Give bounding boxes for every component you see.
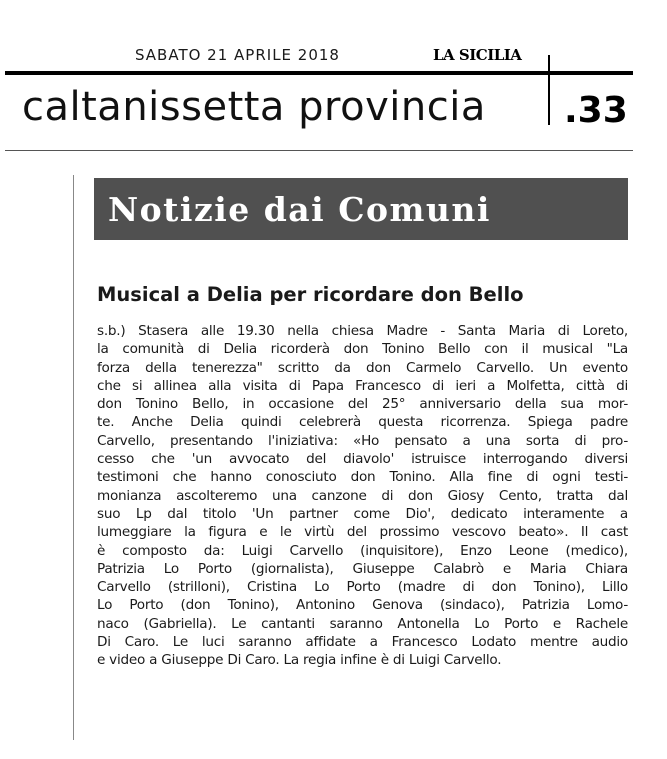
page-header: [0, 0, 667, 160]
article-line: suo Lp dal titolo 'Un partner come Dio', dedicato interamente a: [97, 505, 628, 522]
article-line: te. Anche Delia quindi celebrerà questa ricorrenza. Spiega padre: [97, 414, 628, 431]
section-title: caltanissetta provincia: [22, 84, 486, 130]
banner-title: Notizie dai Comuni: [108, 189, 491, 229]
article-line: che si allinea alla visita di Papa Francesco di ieri a Molfetta, città di: [97, 377, 628, 394]
article-line: forza della tenerezza" scritto da don Carmelo Carvello. Un evento: [97, 359, 628, 376]
article-headline: Musical a Delia per ricordare don Bello: [97, 283, 524, 306]
article-line: don Tonino Bello, in occasione del 25° anniversario della sua mor-: [97, 396, 628, 413]
header-divider: [548, 55, 550, 125]
article-line: lumeggiare la figura e le virtù del prossimo vescovo beato». Il cast: [97, 524, 628, 541]
article-line: la comunità di Delia ricorderà don Tonino Bello con il musical "La: [97, 341, 628, 358]
header-rule: [5, 71, 633, 75]
article-line: Di Caro. Le luci saranno affidate a Francesco Lodato mentre audio: [97, 634, 628, 651]
article-line: Lo Porto (don Tonino), Antonino Genova (sindaco), Patrizia Lomo-: [97, 597, 628, 614]
issue-date: SABATO 21 APRILE 2018: [135, 46, 340, 64]
newspaper-masthead: LA SICILIA: [433, 46, 522, 64]
header-bottom-rule: [5, 150, 633, 151]
article-line: e video a Giuseppe Di Caro. La regia infine è di Luigi Carvello.: [97, 652, 502, 669]
article-line: Patrizia Lo Porto (giornalista), Giuseppe Calabrò e Maria Chiara: [97, 560, 628, 577]
article-frame-line: [73, 175, 74, 740]
article-line: è composto da: Luigi Carvello (inquisitore), Enzo Leone (medico),: [97, 542, 628, 559]
article-line: naco (Gabriella). Le cantanti saranno Antonella Lo Porto e Rachele: [97, 615, 628, 632]
article-line: cesso che 'un avvocato del diavolo' istruisce interrogando diversi: [97, 451, 628, 468]
article-line: s.b.) Stasera alle 19.30 nella chiesa Madre - Santa Maria di Loreto,: [97, 323, 628, 339]
article-line: Carvello (strilloni), Cristina Lo Porto (madre di don Tonino), Lillo: [97, 579, 628, 596]
page-number: .33: [564, 90, 628, 131]
news-banner: [94, 178, 628, 240]
article-line: monianza ascolteremo una canzone di don Giosy Cento, tratta dal: [97, 487, 628, 504]
article-line: testimoni che hanno conosciuto don Tonino. Alla fine di ogni testi-: [97, 469, 628, 486]
article-body: [97, 322, 628, 670]
article-line: Carvello, presentando l'iniziativa: «Ho pensato a una sorta di pro-: [97, 432, 628, 449]
